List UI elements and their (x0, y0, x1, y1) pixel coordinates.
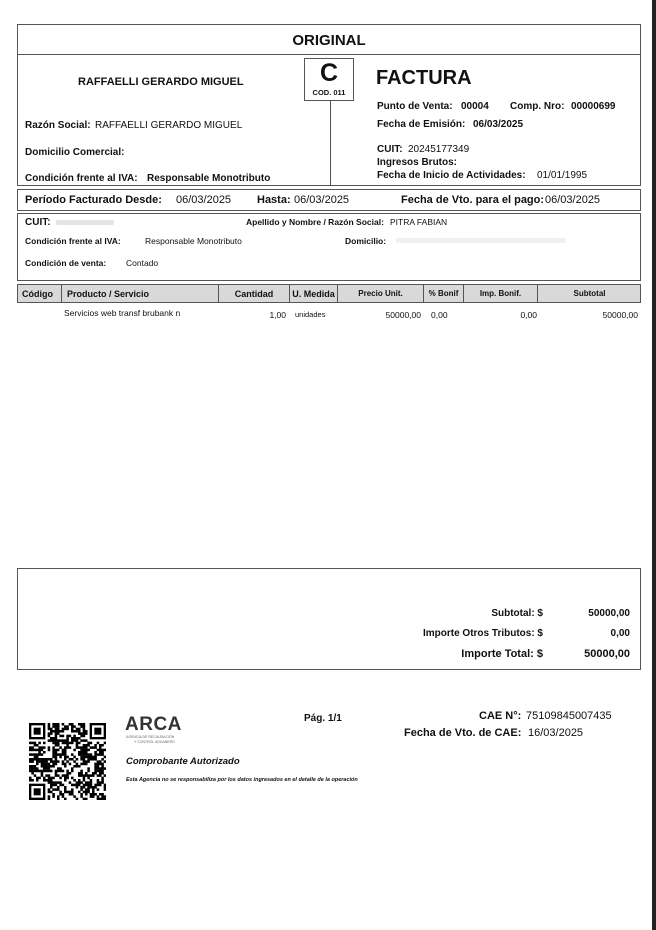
issuer-iva-value: Responsable Monotributo (147, 173, 271, 184)
th-medida: U. Medida (290, 285, 338, 302)
copy-header (17, 24, 641, 55)
vto-pago-label: Fecha de Vto. para el pago: (401, 194, 545, 206)
arca-logo-sub1: AGENCIA DE RECAUDACIÓN (126, 735, 175, 739)
arca-logo: ARCA (125, 714, 182, 735)
importe-total-value: 50000,00 (584, 648, 630, 660)
th-precio: Precio Unit. (338, 285, 424, 302)
cae-vto-value: 16/03/2025 (528, 727, 584, 739)
periodo-hasta-value: 06/03/2025 (294, 194, 350, 206)
row-producto: Servicios web transf brubank n (64, 308, 181, 318)
cae-vto-label: Fecha de Vto. de CAE: (404, 727, 522, 739)
arca-logo-sub2: Y CONTROL ADUANERO (134, 740, 175, 744)
copy-label: ORIGINAL (292, 32, 366, 49)
issuer-divider (330, 100, 331, 186)
doc-type: FACTURA (376, 67, 472, 89)
row-bonif-pct: 0,00 (431, 310, 448, 320)
table-row (17, 307, 641, 321)
punto-venta-value: 00004 (461, 101, 489, 112)
periodo-desde-value: 06/03/2025 (176, 194, 232, 206)
fecha-emision-value: 06/03/2025 (473, 119, 524, 130)
condicion-venta-label: Condición de venta: (25, 258, 107, 268)
totals-block (17, 568, 641, 670)
page-edge (652, 0, 656, 930)
issuer-iva-label: Condición frente al IVA: (25, 173, 138, 184)
row-medida: unidades (295, 310, 326, 319)
invoice-letter: C (319, 59, 339, 87)
subtotal-value: 50000,00 (588, 608, 630, 619)
subtotal-label: Subtotal: $ (491, 608, 543, 619)
client-cuit-label: CUIT: (25, 217, 51, 228)
razon-social-label: Razón Social: (25, 120, 91, 131)
client-cuit-redacted (56, 220, 114, 225)
items-table-header (17, 284, 641, 303)
issuer-name: RAFFAELLI GERARDO MIGUEL (78, 76, 244, 88)
issuer-cuit-value: 20245177349 (408, 144, 470, 155)
client-iva-label: Condición frente al IVA: (25, 236, 121, 246)
row-cantidad: 1,00 (269, 310, 286, 320)
th-cantidad: Cantidad (219, 285, 290, 302)
letter-box (304, 58, 354, 101)
otros-tributos-value: 0,00 (610, 628, 630, 639)
periodo-hasta-label: Hasta: (257, 194, 291, 206)
th-bonif-pct: % Bonif (424, 285, 464, 302)
condicion-venta-value: Contado (126, 258, 159, 268)
page-number: Pág. 1/1 (304, 713, 342, 724)
disclaimer: Esta Agencia no se responsabiliza por los datos ingresados en el detalle de la operación (126, 777, 358, 783)
qr-code-icon (29, 723, 106, 800)
issuer-cuit-label: CUIT: (377, 144, 403, 155)
otros-tributos-label: Importe Otros Tributos: $ (422, 628, 543, 639)
client-name-label: Apellido y Nombre / Razón Social: (246, 217, 384, 227)
cae-value: 75109845007435 (526, 710, 612, 722)
ingresos-brutos-label: Ingresos Brutos: (377, 157, 458, 168)
th-subtotal: Subtotal (573, 289, 606, 298)
comp-nro-value: 00000699 (571, 101, 616, 112)
row-bonif-imp: 0,00 (520, 310, 537, 320)
th-bonif-imp: Imp. Bonif. (464, 285, 538, 302)
periodo-desde-label: Período Facturado Desde: (25, 194, 162, 206)
inicio-actividades-value: 01/01/1995 (537, 170, 588, 181)
importe-total-label: Importe Total: $ (461, 648, 543, 660)
cae-label: CAE N°: (479, 710, 522, 722)
qr-code (29, 723, 106, 800)
th-codigo: Código (18, 285, 62, 302)
inicio-actividades-label: Fecha de Inicio de Actividades: (377, 170, 526, 181)
th-producto: Producto / Servicio (62, 285, 219, 302)
client-iva-value: Responsable Monotributo (145, 236, 242, 246)
client-block (17, 213, 641, 281)
client-domicilio-redacted (396, 238, 566, 243)
client-domicilio-label: Domicilio: (345, 236, 387, 246)
comp-nro-label: Comp. Nro: (510, 101, 565, 112)
comprobante-autorizado: Comprobante Autorizado (126, 756, 240, 767)
client-name-value: PITRA FABIAN (390, 217, 448, 227)
fecha-emision-label: Fecha de Emisión: (377, 119, 466, 130)
domicilio-comercial-label: Domicilio Comercial: (25, 147, 125, 158)
row-precio: 50000,00 (385, 310, 421, 320)
punto-venta-label: Punto de Venta: (377, 101, 453, 112)
row-subtotal: 50000,00 (602, 310, 638, 320)
invoice-code: COD. 011 (312, 88, 346, 97)
period-row (17, 189, 641, 211)
vto-pago-value: 06/03/2025 (545, 194, 601, 206)
razon-social-value: RAFFAELLI GERARDO MIGUEL (95, 120, 243, 131)
